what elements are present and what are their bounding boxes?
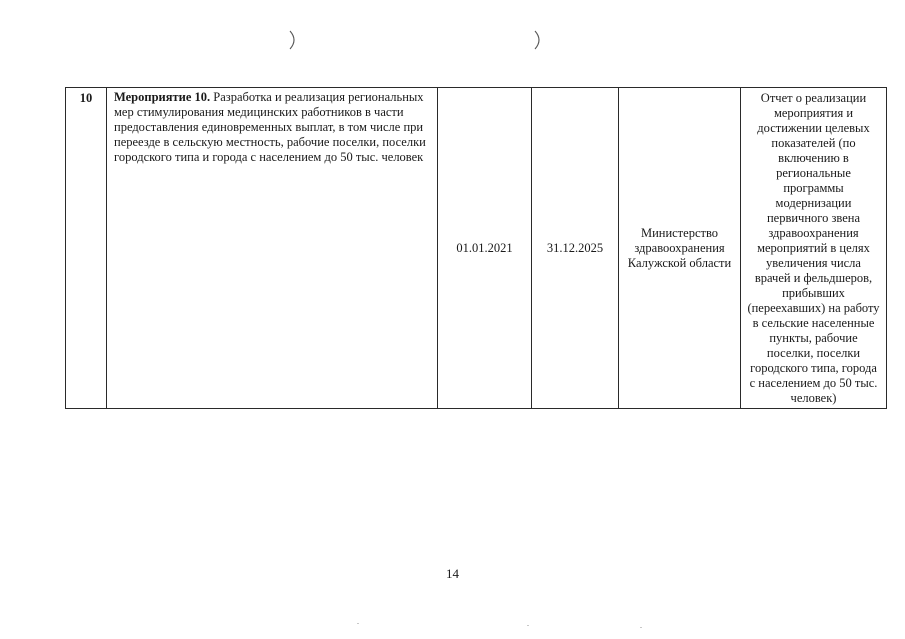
scan-speck (527, 625, 529, 626)
scan-speck (640, 627, 642, 628)
start-date: 01.01.2021 (438, 88, 532, 409)
measure-text: Разработка и реализация региональных мер стимулирования медицинских работников в части предоставления единовременных выплат, в том числе при переезде в сельскую местность, рабочие поселки, поселки городского типа и города с населением до 50 тыс. человек (114, 90, 426, 164)
row-number: 10 (66, 88, 107, 409)
page-number: 14 (446, 566, 459, 581)
measure-title: Мероприятие 10. (114, 90, 211, 104)
binding-mark-left-icon (289, 30, 298, 50)
binding-mark-right-icon (534, 30, 543, 50)
report-description: Отчет о реализации мероприятия и достижении целевых показателей (по включению в региональные программы модернизации первичного звена здравоохранения мероприятий в целях увеличения числа врачей и фельдшеров, прибывших (переехавших) на работу в сельские населенные пункты, рабочие поселки, поселки городского типа, города с населением до 50 тыс. человек) (741, 88, 887, 409)
scan-speck (357, 623, 359, 624)
measure-description (107, 88, 438, 409)
responsible-executor: Министерство здравоохранения Калужской области (619, 88, 741, 409)
table-row (66, 88, 887, 409)
measures-table (65, 87, 887, 409)
end-date: 31.12.2025 (532, 88, 619, 409)
